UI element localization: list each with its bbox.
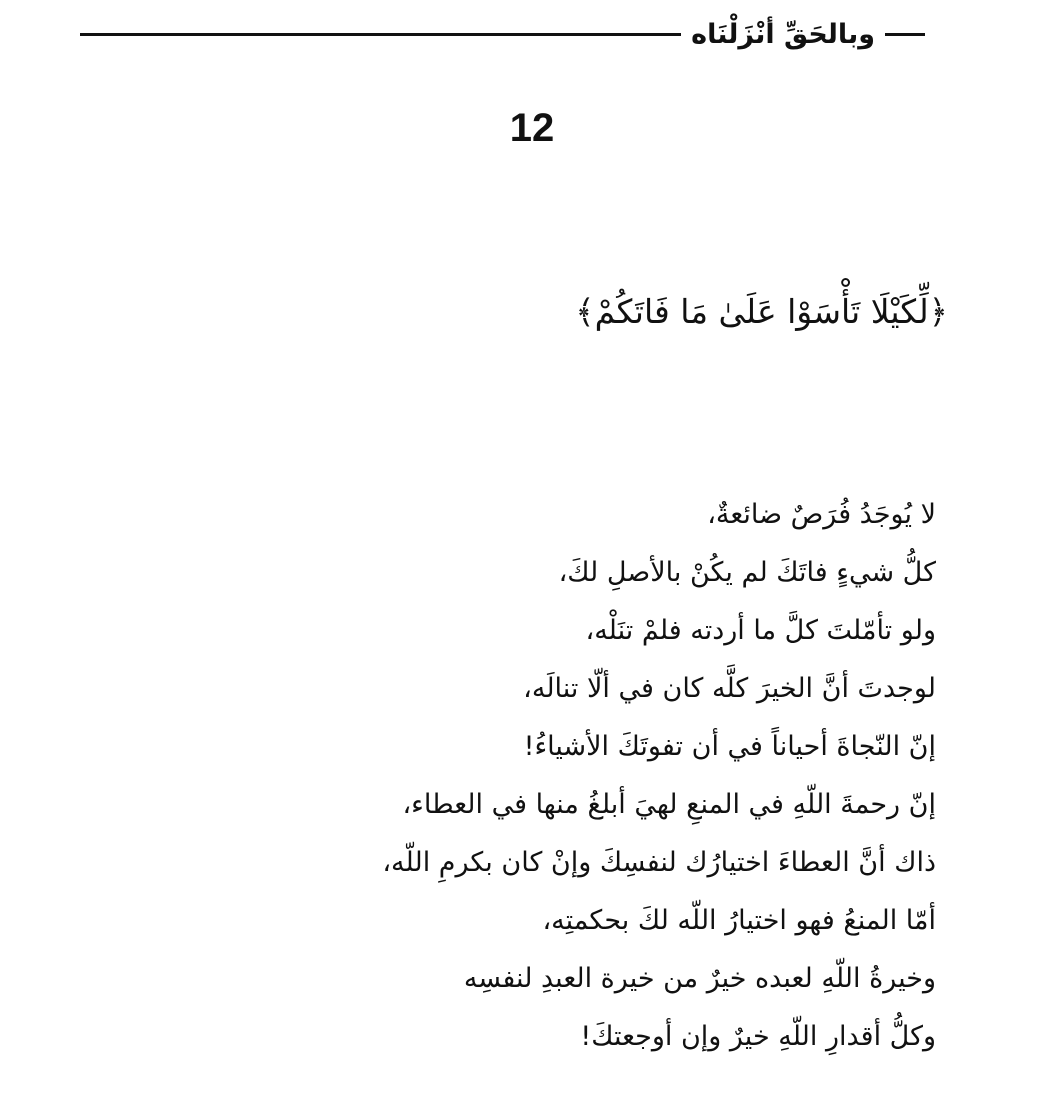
running-header bbox=[80, 14, 925, 54]
text-line: إنّ رحمةَ اللّهِ في المنعِ لهيَ أبلغُ منها في العطاء، bbox=[402, 789, 936, 820]
header-title: وبالحَقِّ أنْزَلْنَاه bbox=[691, 18, 875, 50]
text-line: إنّ النّجاةَ أحياناً في أن تفوتَكَ الأشياءُ! bbox=[523, 731, 936, 762]
text-line: كلُّ شيءٍ فاتَكَ لم يكُنْ بالأصلِ لكَ، bbox=[558, 557, 936, 588]
text-line: لوجدتَ أنَّ الخيرَ كلَّه كان في ألّا تنالَه، bbox=[523, 673, 936, 704]
text-line: وكلُّ أقدارِ اللّهِ خيرٌ وإن أوجعتكَ! bbox=[580, 1021, 936, 1052]
header-rule-right bbox=[885, 33, 925, 36]
text-line: ولو تأمّلتَ كلَّ ما أردته فلمْ تنَلْه، bbox=[585, 615, 936, 646]
text-line: لا يُوجَدُ فُرَصٌ ضائعةٌ، bbox=[707, 499, 936, 530]
text-line: وخيرةُ اللّهِ لعبده خيرٌ من خيرة العبدِ لنفسِه bbox=[463, 963, 936, 994]
body-text bbox=[116, 486, 936, 1066]
chapter-number: 12 bbox=[509, 106, 555, 150]
text-line: ذاك أنَّ العطاءَ اختيارُك لنفسِكَ وإنْ كان بكرمِ اللّه، bbox=[382, 847, 936, 878]
text-line: أمّا المنعُ فهو اختيارُ اللّه لكَ بحكمتِه، bbox=[542, 905, 936, 936]
header-rule-left bbox=[80, 33, 681, 36]
quran-verse: ﴿لِّكَيْلَا تَأْسَوْا عَلَىٰ مَا فَاتَكُمْ﴾ bbox=[575, 292, 948, 331]
